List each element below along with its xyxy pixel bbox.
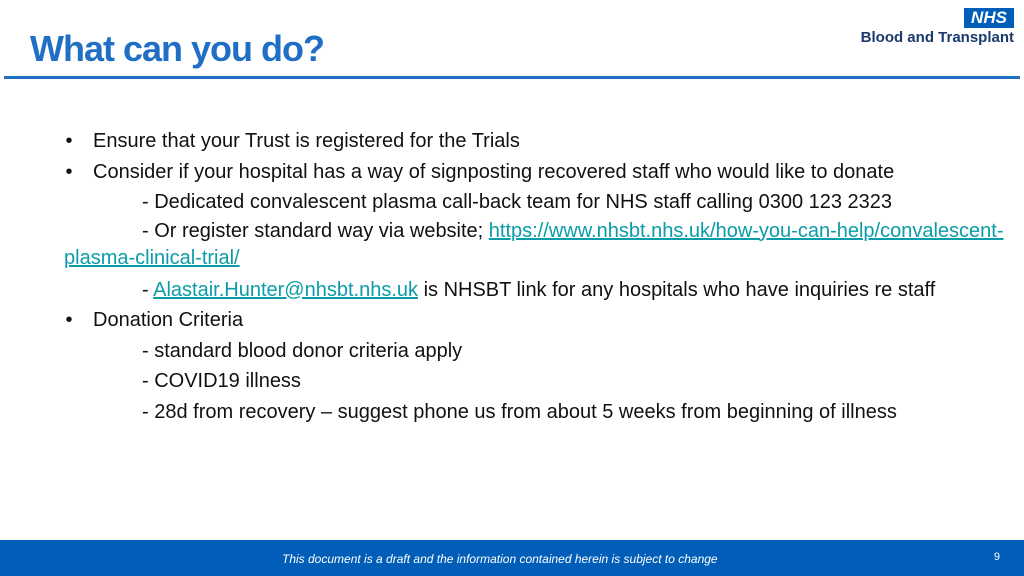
bullet-item <box>64 305 1014 336</box>
page-number: 9 <box>993 551 1000 563</box>
bullet-dot: • <box>65 130 73 152</box>
bullet-item <box>64 126 1014 157</box>
footer-disclaimer: This document is a draft and the information contained herein is subject to change <box>282 552 718 566</box>
bullet-dot: • <box>65 160 73 183</box>
sub-item-text: - Dedicated convalescent plasma call-back team for NHS staff calling 0300 123 2323 <box>142 191 893 213</box>
nhs-blood-and-transplant-logo <box>848 8 1018 48</box>
sub-item-register <box>64 218 1014 275</box>
criteria-text: - standard blood donor criteria apply <box>142 339 463 362</box>
slide-body <box>64 126 1014 427</box>
slide-title: What can you do? <box>30 28 324 69</box>
sub-item-text: - Or register standard way via website; <box>142 219 489 242</box>
sub-item-contact <box>64 275 1014 306</box>
bullet-text: Consider if your hospital has a way of signposting recovered staff who would like to donate <box>93 160 895 183</box>
title-divider <box>4 76 1020 79</box>
sub-item-text: - <box>142 278 154 301</box>
bullet-item <box>64 157 1014 188</box>
bullet-text: Ensure that your Trust is registered for the Trials <box>93 130 520 152</box>
criteria-text: - 28d from recovery – suggest phone us from about 5 weeks from beginning of illness <box>142 400 897 423</box>
trial-website-link[interactable]: https://www.nhsbt.nhs.uk/how-you-can-help/convalescent-plasma-clinical-trial/ <box>64 219 1004 269</box>
footer-bar <box>0 540 1024 576</box>
criteria-item <box>64 336 1014 367</box>
criteria-text: - COVID19 illness <box>142 370 301 392</box>
nhs-logo-badge: NHS <box>964 8 1014 28</box>
sub-item-text: is NHSBT link for any hospitals who have inquiries re staff <box>418 278 936 301</box>
bullet-dot: • <box>65 309 73 331</box>
contact-email-link[interactable]: Alastair.Hunter@nhsbt.nhs.uk <box>153 278 419 301</box>
sub-item-callback-team <box>64 187 1014 218</box>
bullet-text: Donation Criteria <box>93 309 244 331</box>
logo-organisation-name: Blood and Transplant <box>860 29 1014 46</box>
criteria-item <box>64 397 1014 428</box>
criteria-item <box>64 366 1014 397</box>
